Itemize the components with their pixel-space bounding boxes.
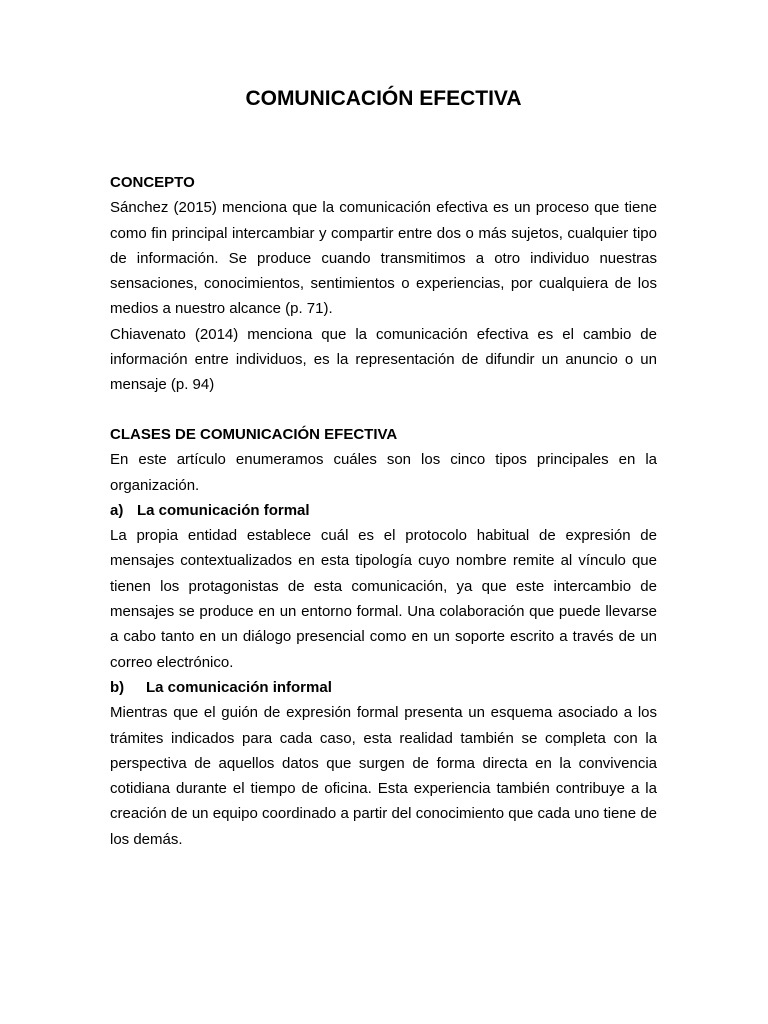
section-heading-concepto: CONCEPTO bbox=[110, 174, 195, 191]
paragraph-formal: La propia entidad establece cuál es el protocolo habitual de expresión de mensajes contextualizados en esta tipología cuyo nombre remite al vínculo que tienen los protagonistas de esta comunicación, ya que este intercambio de mensajes se produce en un entorno formal. Una colaboración que puede llevarse a cabo tanto en un diálogo presencial como en un soporte escrito a través de un correo electrónico. bbox=[110, 527, 657, 671]
list-marker: b) bbox=[110, 678, 125, 696]
subheading-label: La comunicación informal bbox=[146, 678, 332, 696]
paragraph-chiavenato: Chiavenato (2014) menciona que la comunicación efectiva es el cambio de información entre individuos, es la representación de difundir un anuncio o un mensaje (p. 94) bbox=[110, 325, 657, 394]
document-title: COMUNICACIÓN EFECTIVA bbox=[245, 87, 522, 110]
subheading-formal bbox=[110, 498, 657, 523]
subheading-informal bbox=[110, 675, 657, 700]
paragraph-intro: En este artículo enumeramos cuáles son los cinco tipos principales en la organización. bbox=[110, 451, 657, 494]
section-heading-clases: CLASES DE COMUNICACIÓN EFECTIVA bbox=[110, 426, 398, 443]
paragraph-informal: Mientras que el guión de expresión formal presenta un esquema asociado a los trámites indicados para cada caso, esta realidad también se completa con la perspectiva de aquellos datos que surgen de forma directa en la convivencia cotidiana durante el tiempo de oficina. Esta experiencia también contribuye a la creación de un equipo coordinado a partir del conocimiento que cada uno tiene de los demás. bbox=[110, 704, 657, 848]
list-marker: a) bbox=[110, 501, 124, 519]
subheading-label: La comunicación formal bbox=[137, 501, 310, 519]
section-clases bbox=[110, 422, 657, 852]
section-concepto bbox=[110, 170, 657, 398]
paragraph-sanchez: Sánchez (2015) menciona que la comunicación efectiva es un proceso que tiene como fin principal intercambiar y compartir entre dos o más sujetos, cualquier tipo de información. Se produce cuando transmitimos a otro individuo nuestras sensaciones, conocimientos, sentimientos o experiencias, por cualquiera de los medios a nuestro alcance (p. 71). bbox=[110, 199, 657, 318]
